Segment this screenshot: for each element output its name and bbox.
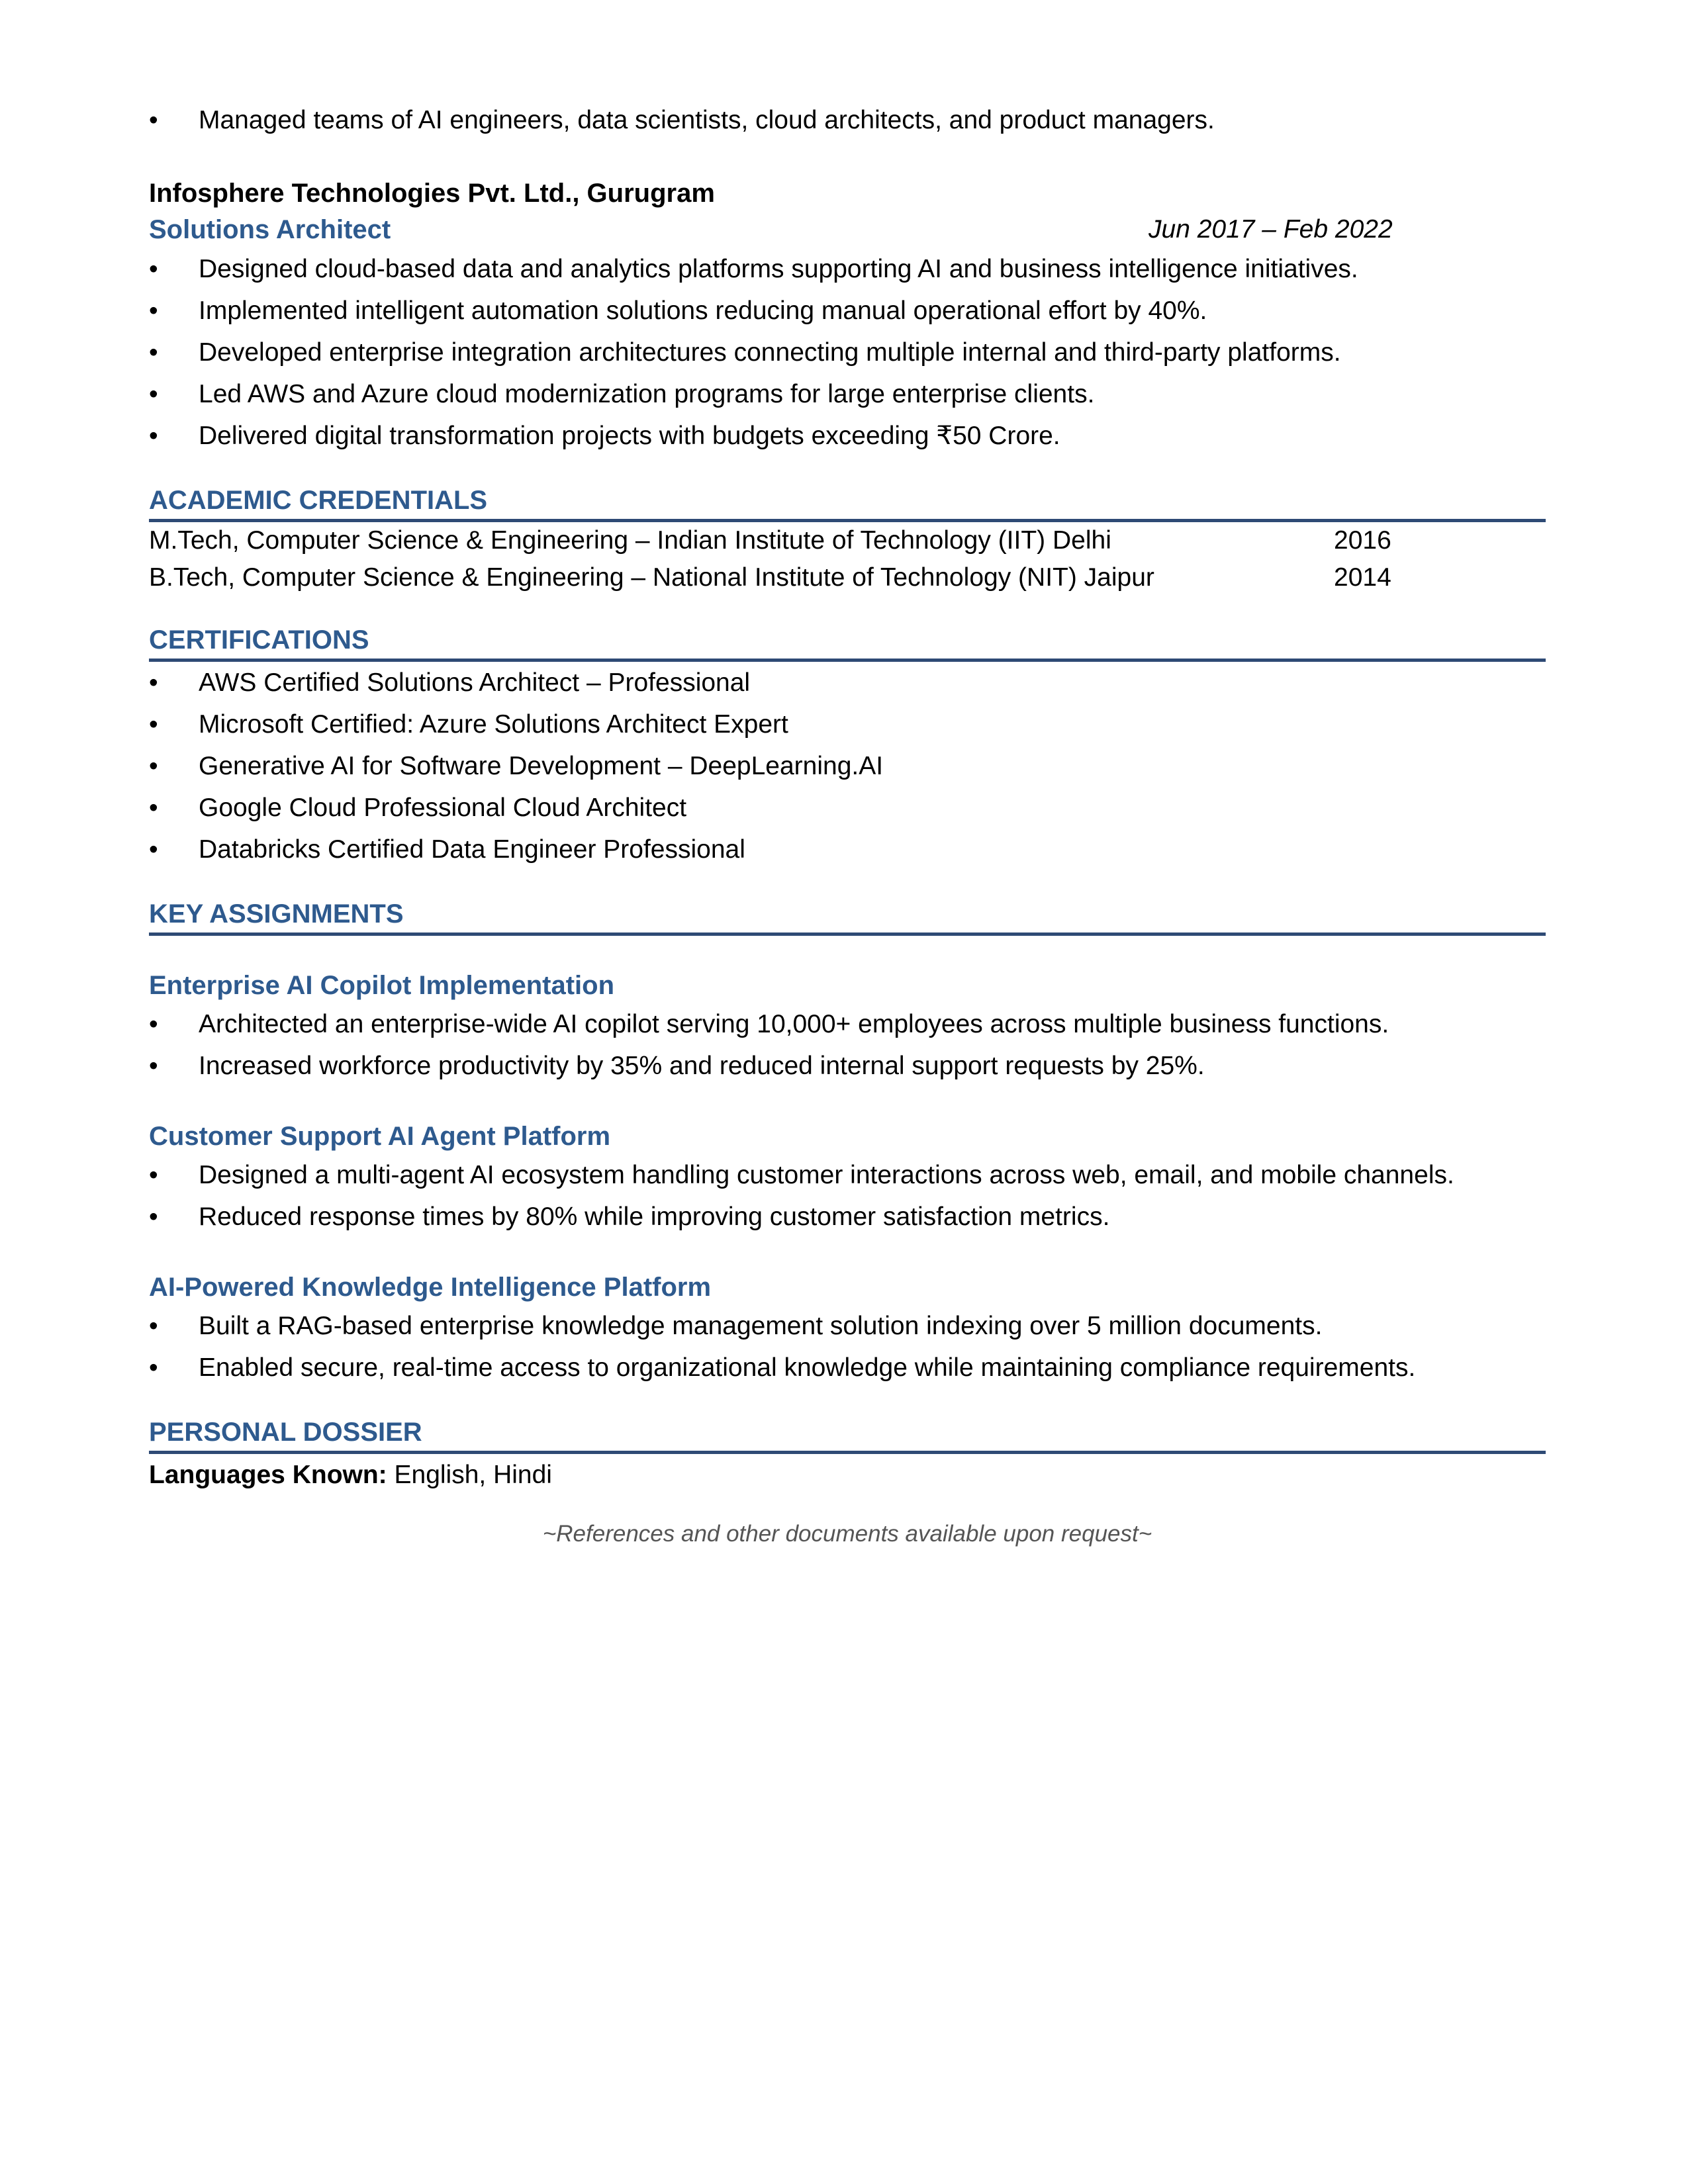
section-heading-academic: ACADEMIC CREDENTIALS xyxy=(149,483,1546,522)
degree-year: 2016 xyxy=(1334,526,1391,555)
list-item: • Implemented intelligent automation solutions reducing manual operational effort by 40%. xyxy=(149,290,1546,332)
list-item: • Led AWS and Azure cloud modernization programs for large enterprise clients. xyxy=(149,373,1546,415)
section-heading-personal: PERSONAL DOSSIER xyxy=(149,1415,1546,1454)
role-dates: Jun 2017 – Feb 2022 xyxy=(1149,215,1393,244)
role-line xyxy=(149,211,1546,248)
project-title: Enterprise AI Copilot Implementation xyxy=(149,971,615,1000)
list-item: • Designed a multi-agent AI ecosystem handling customer interactions across web, email, and mobile channels. xyxy=(149,1154,1546,1196)
project-title: AI-Powered Knowledge Intelligence Platform xyxy=(149,1273,712,1302)
list-item: • Reduced response times by 80% while improving customer satisfaction metrics. xyxy=(149,1196,1546,1238)
languages-label: Languages Known: xyxy=(149,1461,395,1489)
list-item: • Google Cloud Professional Cloud Architect xyxy=(149,787,1546,829)
section-heading-assignments: KEY ASSIGNMENTS xyxy=(149,897,1546,936)
list-item: • Databricks Certified Data Engineer Professional xyxy=(149,829,1546,870)
languages-value: English, Hindi xyxy=(394,1461,552,1489)
degree-text: B.Tech, Computer Science & Engineering – National Institute of Technology (NIT) Jaipur xyxy=(149,563,1154,592)
list-item: • Managed teams of AI engineers, data scientists, cloud architects, and product managers. xyxy=(149,99,1546,141)
experience-bullets xyxy=(149,248,1546,457)
list-item: • Generative AI for Software Development – DeepLearning.AI xyxy=(149,745,1546,787)
list-item: • Enabled secure, real-time access to organizational knowledge while maintaining compliance requirements. xyxy=(149,1347,1546,1388)
footer-note: ~References and other documents available upon request~ xyxy=(542,1521,1152,1547)
list-item: • Microsoft Certified: Azure Solutions Architect Expert xyxy=(149,704,1546,745)
degree-year: 2014 xyxy=(1334,563,1391,592)
company-name: Infosphere Technologies Pvt. Ltd., Gurugram xyxy=(149,179,715,208)
degree-text: M.Tech, Computer Science & Engineering – Indian Institute of Technology (IIT) Delhi xyxy=(149,526,1111,555)
education-row xyxy=(149,559,1546,596)
education-row xyxy=(149,522,1546,559)
project-title: Customer Support AI Agent Platform xyxy=(149,1122,611,1151)
list-item: • Designed cloud-based data and analytics platforms supporting AI and business intelligence initiatives. xyxy=(149,248,1546,290)
list-item: • Developed enterprise integration architectures connecting multiple internal and third-party platforms. xyxy=(149,332,1546,373)
previous-role-bullets xyxy=(149,99,1546,141)
languages-line xyxy=(149,1457,1546,1494)
section-heading-certifications: CERTIFICATIONS xyxy=(149,623,1546,662)
list-item: • Architected an enterprise-wide AI copilot serving 10,000+ employees across multiple business functions. xyxy=(149,1003,1546,1045)
list-item: • Delivered digital transformation projects with budgets exceeding ₹50 Crore. xyxy=(149,415,1546,457)
list-item: • AWS Certified Solutions Architect – Professional xyxy=(149,662,1546,704)
role-title: Solutions Architect xyxy=(149,215,391,244)
list-item: • Increased workforce productivity by 35% and reduced internal support requests by 25%. xyxy=(149,1045,1546,1087)
project-bullets xyxy=(149,1003,1546,1087)
project-bullets xyxy=(149,1305,1546,1388)
project-bullets xyxy=(149,1154,1546,1238)
resume-page xyxy=(149,99,1546,1551)
list-item: • Built a RAG-based enterprise knowledge management solution indexing over 5 million documents. xyxy=(149,1305,1546,1347)
certification-list xyxy=(149,662,1546,870)
